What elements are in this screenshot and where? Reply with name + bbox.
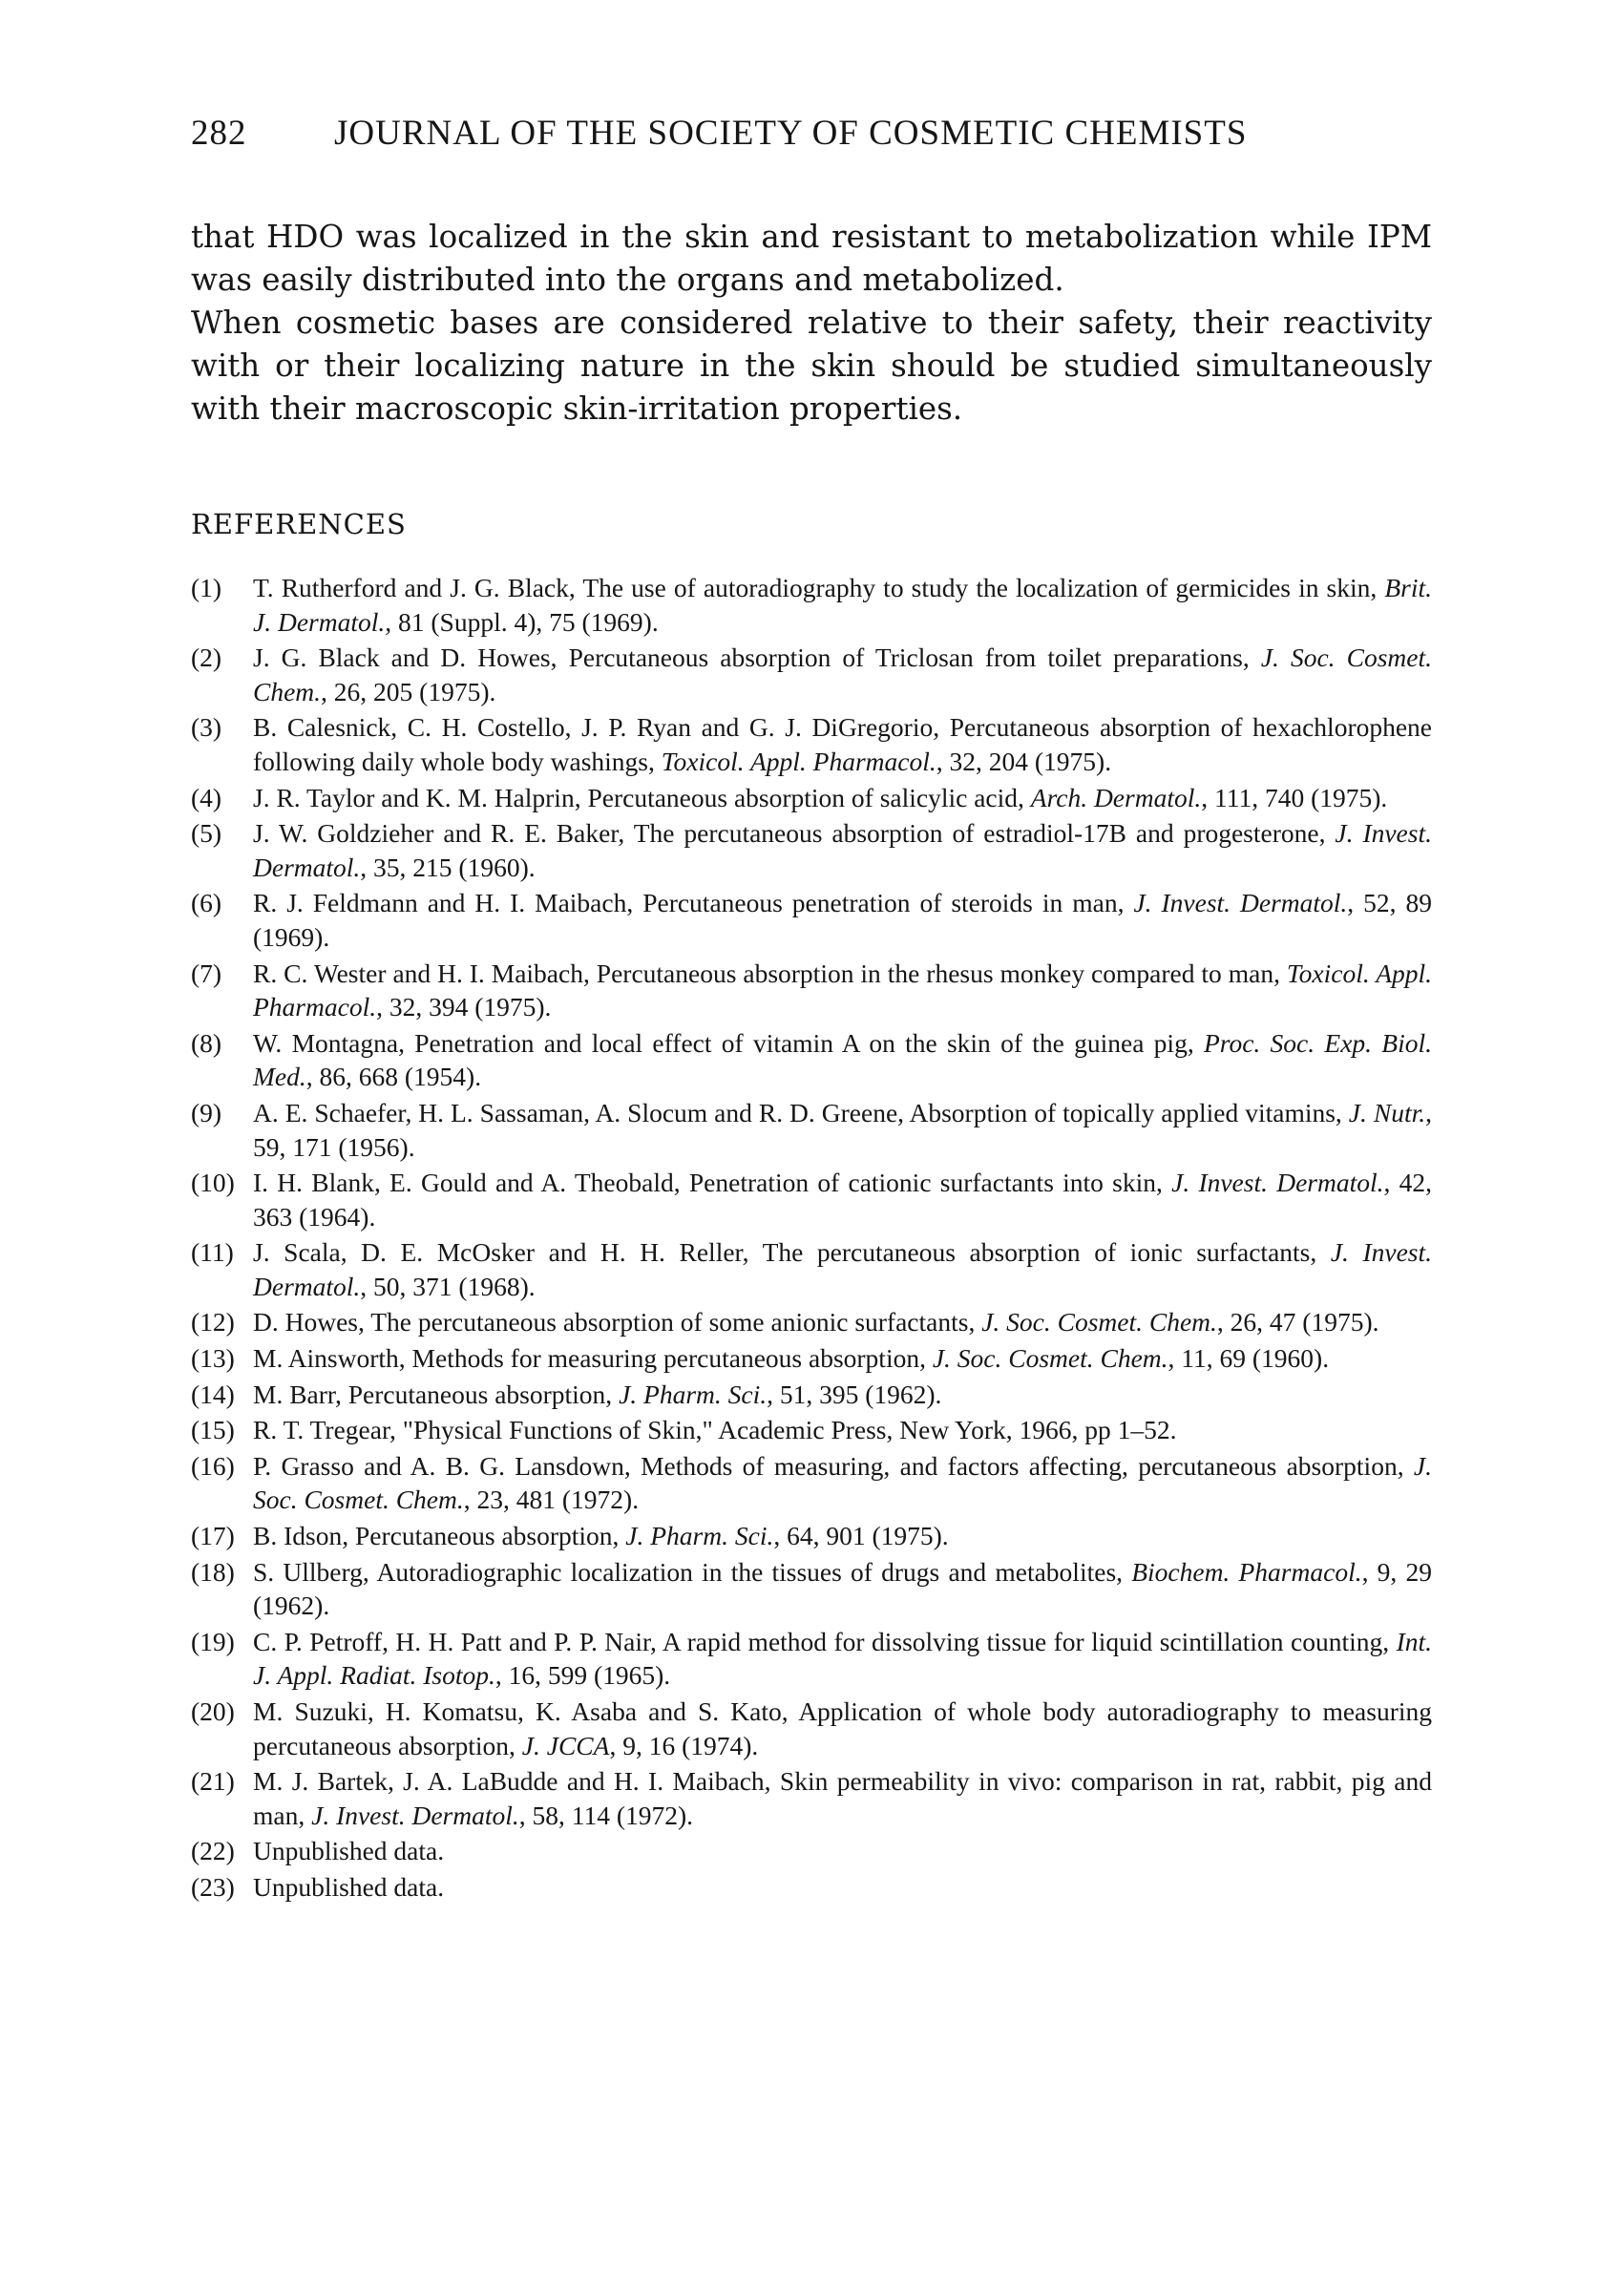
reference-text	[253, 1341, 1432, 1376]
reference-journal: Toxicol. Appl. Pharmacol.	[253, 958, 1433, 1022]
reference-number: (19)	[191, 1626, 235, 1656]
reference-item	[191, 1555, 1432, 1623]
reference-title: Percutaneous absorption,	[347, 1379, 620, 1409]
reference-journal: Brit. J. Dermatol.	[253, 573, 1432, 637]
reference-number: (10)	[191, 1168, 235, 1198]
reference-journal: J. Invest. Dermatol.	[311, 1800, 519, 1830]
reference-details: , 58, 114 (1972).	[518, 1800, 694, 1830]
reference-item	[191, 1378, 1432, 1412]
reference-authors: M. Ainsworth,	[253, 1343, 412, 1374]
reference-number: (12)	[191, 1307, 235, 1338]
reference-item	[191, 571, 1432, 639]
paragraph: that HDO was localized in the skin and resistant to metabolization while IPM was easily distributed into the organs and metabolized.	[191, 219, 1432, 298]
reference-journal: J. Nutr.	[1348, 1097, 1426, 1127]
reference-authors: D. Howes,	[253, 1307, 371, 1338]
reference-authors: B. Idson,	[253, 1521, 355, 1551]
reference-journal: J. Soc. Cosmet. Chem.	[932, 1343, 1168, 1374]
reference-authors: M. Barr,	[253, 1379, 348, 1409]
reference-title: Application of whole body autoradiography to measuring percutaneous absorption,	[253, 1696, 1432, 1760]
reference-authors: R. T. Tregear,	[253, 1415, 403, 1445]
reference-number: (4)	[191, 782, 222, 812]
reference-number: (9)	[191, 1097, 222, 1127]
reference-text	[253, 710, 1432, 778]
reference-number: (15)	[191, 1415, 235, 1445]
reference-authors: M. J. Bartek, J. A. LaBudde and H. I. Maibach,	[253, 1766, 780, 1797]
reference-number: (17)	[191, 1521, 235, 1551]
reference-details: , 26, 205 (1975).	[321, 676, 496, 706]
journal-title: JOURNAL OF THE SOCIETY OF COSMETIC CHEMISTS	[334, 114, 1248, 153]
reference-authors: W. Montagna,	[253, 1027, 415, 1058]
reference-title: Methods for measuring percutaneous absorption,	[411, 1343, 933, 1374]
reference-text	[253, 1096, 1432, 1164]
reference-item	[191, 1026, 1432, 1094]
reference-title: Penetration of cationic surfactants into skin,	[688, 1168, 1172, 1198]
reference-details: , 51, 395 (1962).	[767, 1379, 942, 1409]
reference-item	[191, 1764, 1432, 1832]
reference-text	[253, 1834, 1432, 1868]
reference-details: , 42, 363 (1964).	[253, 1168, 1433, 1232]
reference-item	[191, 710, 1432, 778]
reference-number: (5)	[191, 818, 222, 849]
reference-authors: S. Ullberg,	[253, 1556, 377, 1587]
reference-item	[191, 781, 1432, 815]
reference-text	[253, 1026, 1432, 1094]
reference-text	[253, 1378, 1432, 1412]
reference-authors: T. Rutherford and J. G. Black,	[253, 573, 583, 602]
reference-text	[253, 641, 1432, 708]
reference-journal: Proc. Soc. Exp. Biol. Med.	[253, 1027, 1432, 1092]
reference-authors: A. E. Schaefer, H. L. Sassaman, A. Slocum and R. D. Greene,	[253, 1097, 910, 1127]
reference-number: (14)	[191, 1379, 235, 1409]
reference-journal: Biochem. Pharmacol.	[1131, 1556, 1362, 1587]
reference-item	[191, 1695, 1432, 1762]
reference-text	[253, 1764, 1432, 1832]
reference-number: (21)	[191, 1766, 235, 1797]
reference-journal: J. Invest. Dermatol.	[1133, 888, 1348, 918]
paragraph: When cosmetic bases are considered relative to their safety, their reactivity with or their localizing nature in the skin should be studied simultaneously with their macroscopic skin-irritation properties.	[191, 305, 1432, 427]
reference-details: , 32, 204 (1975).	[936, 746, 1112, 776]
reference-title: "Physical Functions of Skin," Academic Press, New York, 1966, pp 1–52.	[402, 1415, 1177, 1445]
reference-details: , 9, 29 (1962).	[253, 1556, 1432, 1621]
reference-item	[191, 1166, 1432, 1233]
reference-number: (8)	[191, 1027, 222, 1058]
reference-item	[191, 816, 1432, 884]
reference-title: Percutaneous absorption of salicylic acid,	[587, 782, 1031, 812]
reference-number: (6)	[191, 888, 222, 918]
reference-authors: P. Grasso and A. B. G. Lansdown,	[253, 1450, 642, 1481]
reference-item	[191, 1449, 1432, 1517]
body-text	[191, 216, 1432, 431]
reference-authors: J. W. Goldzieher and R. E. Baker,	[253, 818, 634, 849]
reference-details: , 26, 47 (1975).	[1216, 1307, 1379, 1338]
reference-details: , 11, 69 (1960).	[1168, 1343, 1330, 1374]
reference-journal: J. JCCA	[521, 1730, 610, 1760]
reference-text	[253, 1305, 1432, 1339]
reference-title: The use of autoradiography to study the localization of germicides in skin,	[582, 573, 1385, 602]
reference-number: (20)	[191, 1696, 235, 1726]
reference-text	[253, 781, 1432, 815]
reference-title: The percutaneous absorption of some anionic surfactants,	[370, 1307, 982, 1338]
reference-text	[253, 816, 1432, 884]
reference-item	[191, 886, 1432, 954]
reference-title: Percutaneous absorption of Triclosan from toilet preparations,	[568, 642, 1261, 673]
reference-journal: J. Soc. Cosmet. Chem.	[981, 1307, 1217, 1338]
reference-details: , 111, 740 (1975).	[1201, 782, 1388, 812]
reference-details: , 52, 89 (1969).	[253, 888, 1433, 952]
reference-authors: R. C. Wester and H. I. Maibach,	[253, 958, 597, 988]
reference-number: (22)	[191, 1836, 235, 1866]
reference-authors: J. G. Black and D. Howes,	[253, 642, 569, 673]
reference-details: , 50, 371 (1968).	[360, 1271, 536, 1301]
reference-number: (3)	[191, 712, 222, 743]
reference-details: , 86, 668 (1954).	[305, 1062, 482, 1092]
reference-text	[253, 1625, 1432, 1693]
reference-text	[253, 886, 1432, 954]
reference-details: , 23, 481 (1972).	[463, 1485, 640, 1515]
reference-authors: B. Calesnick, C. H. Costello, J. P. Ryan and G. J. DiGregorio,	[253, 712, 950, 743]
references-list	[191, 571, 1432, 1906]
reference-text	[253, 957, 1432, 1024]
reference-item	[191, 1625, 1432, 1693]
reference-journal: Arch. Dermatol.	[1030, 782, 1202, 812]
reference-number: (1)	[191, 573, 222, 602]
reference-text	[253, 1449, 1432, 1517]
reference-authors: C. P. Petroff, H. H. Patt and P. P. Nair,	[253, 1626, 663, 1656]
reference-number: (2)	[191, 642, 222, 673]
reference-authors: J. R. Taylor and K. M. Halprin,	[253, 782, 588, 812]
reference-text	[253, 1695, 1432, 1762]
reference-title: Percutaneous penetration of steroids in man,	[642, 888, 1134, 918]
reference-authors: I. H. Blank, E. Gould and A. Theobald,	[253, 1168, 689, 1198]
reference-number: (7)	[191, 958, 222, 988]
references-heading: REFERENCES	[191, 508, 407, 540]
reference-journal: J. Invest. Dermatol.	[253, 1237, 1433, 1301]
reference-title: A rapid method for dissolving tissue for liquid scintillation counting,	[662, 1626, 1397, 1656]
reference-details: , 16, 599 (1965).	[494, 1660, 671, 1691]
reference-text	[253, 1413, 1432, 1447]
reference-title: Unpublished data.	[253, 1836, 445, 1866]
page-number: 282	[191, 114, 247, 153]
reference-item	[191, 1870, 1432, 1905]
reference-journal: J. Soc. Cosmet. Chem.	[253, 642, 1432, 706]
reference-details: , 64, 901 (1975).	[773, 1521, 949, 1551]
reference-item	[191, 957, 1432, 1024]
reference-title: Absorption of topically applied vitamins,	[909, 1097, 1349, 1127]
reference-text	[253, 571, 1432, 639]
reference-authors: R. J. Feldmann and H. I. Maibach,	[253, 888, 643, 918]
reference-details: , 59, 171 (1956).	[253, 1097, 1432, 1162]
reference-text	[253, 1870, 1432, 1905]
reference-number: (18)	[191, 1556, 235, 1587]
reference-title: Skin permeability in vivo: comparison in rat, rabbit, pig and man,	[253, 1766, 1432, 1830]
reference-authors: M. Suzuki, H. Komatsu, K. Asaba and S. Kato,	[253, 1696, 799, 1726]
reference-journal: J. Soc. Cosmet. Chem.	[253, 1450, 1432, 1515]
reference-title: The percutaneous absorption of ionic surfactants,	[762, 1237, 1331, 1268]
reference-details: , 81 (Suppl. 4), 75 (1969).	[385, 606, 659, 637]
reference-text	[253, 1235, 1432, 1303]
reference-title: Unpublished data.	[253, 1871, 445, 1902]
reference-item	[191, 1834, 1432, 1868]
reference-number: (23)	[191, 1871, 235, 1902]
reference-number: (16)	[191, 1450, 235, 1481]
reference-title: Percutaneous absorption,	[354, 1521, 626, 1551]
reference-journal: Int. J. Appl. Radiat. Isotop.	[253, 1626, 1432, 1691]
reference-text	[253, 1555, 1432, 1623]
reference-item	[191, 1096, 1432, 1164]
reference-journal: J. Pharm. Sci.	[625, 1521, 774, 1551]
reference-journal: Toxicol. Appl. Pharmacol.	[661, 746, 936, 776]
reference-details: , 35, 215 (1960).	[360, 852, 536, 882]
reference-item	[191, 1413, 1432, 1447]
reference-title: Percutaneous absorption in the rhesus monkey compared to man,	[596, 958, 1287, 988]
reference-title: The percutaneous absorption of estradiol-17B and progesterone,	[633, 818, 1336, 849]
reference-number: (11)	[191, 1237, 234, 1268]
reference-title: Methods of measuring, and factors affecting, percutaneous absorption,	[641, 1450, 1414, 1481]
reference-item	[191, 1235, 1432, 1303]
reference-number: (13)	[191, 1343, 235, 1374]
reference-title: Autoradiographic localization in the tissues of drugs and metabolites,	[376, 1556, 1132, 1587]
reference-details: , 32, 394 (1975).	[376, 992, 552, 1022]
reference-item	[191, 1305, 1432, 1339]
reference-title: Penetration and local effect of vitamin A on the skin of the guinea pig,	[414, 1027, 1204, 1058]
reference-journal: J. Invest. Dermatol.	[1171, 1168, 1384, 1198]
reference-authors: J. Scala, D. E. McOsker and H. H. Reller,	[253, 1237, 763, 1268]
reference-details: , 9, 16 (1974).	[609, 1730, 759, 1760]
reference-item	[191, 641, 1432, 708]
reference-text	[253, 1166, 1432, 1233]
reference-journal: J. Pharm. Sci.	[619, 1379, 768, 1409]
reference-item	[191, 1341, 1432, 1376]
running-header	[191, 113, 1432, 154]
reference-journal: J. Invest. Dermatol.	[253, 818, 1432, 882]
reference-title: Percutaneous absorption of hexachlorophene following daily whole body washings,	[253, 712, 1433, 776]
reference-text	[253, 1519, 1432, 1553]
reference-item	[191, 1519, 1432, 1553]
